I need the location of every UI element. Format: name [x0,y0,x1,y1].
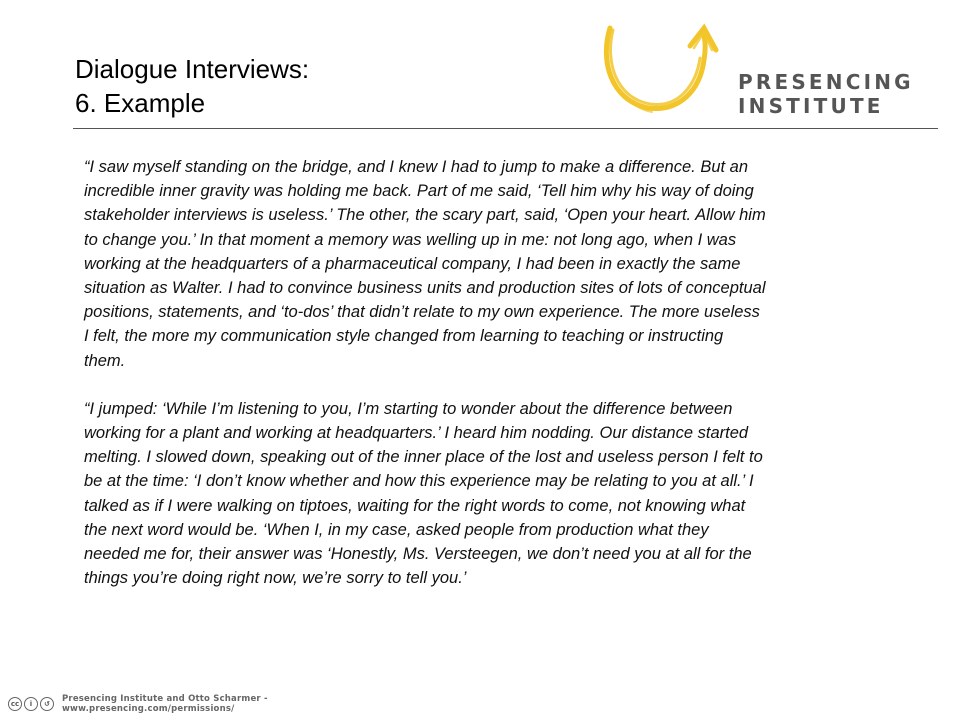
slide-title-line1: Dialogue Interviews: [75,54,310,84]
cc-icon: cc [8,697,22,711]
attribution-icon: i [24,697,38,711]
sharealike-icon: ↺ [40,697,54,711]
slide-title-line2: 6. Example [75,88,206,118]
presencing-institute-logo-text [738,70,914,118]
quote-body [84,155,914,614]
footer-credit-text: Presencing Institute and Otto Scharmer - www.presencing.com/permissions/ [62,694,268,714]
logo-line2: INSTITUTE [738,94,884,118]
license-footer [0,692,400,716]
presencing-arrow-logo-icon [600,20,735,120]
quote-paragraph-1: “I saw myself standing on the bridge, and I knew I had to jump to make a difference. But an incredible inner gravity was holding me back. Part of me said, ‘Tell him why his way of doing stakeholder interviews is useless.’ The other, the scary part, said, ‘Open your heart. Allow him to change you.’ In that moment a memory was welling up in me: not long ago, when I was working at the headquarters of a pharmaceutical company, I had been in exactly the same situation as Walter. I had to convince business units and production sites of lots of conceptual positions, statements, and ‘to-dos’ that didn’t relate to my own experience. The more useless I felt, the more my communication style changed from learning to teaching or instructing them. [84,158,766,370]
quote-paragraph-2: “I jumped: ‘While I’m listening to you, I’m starting to wonder about the difference between working for a plant and working at headquarters.’ I heard him nodding. Our distance started melting. I slowed down, speaking out of the inner place of the lost and useless person I felt to be at the time: ‘I don’t know whether and how this experience may be relating to you at all.’ I talked as if I were walking on tiptoes, waiting for the right words to come, not knowing what the next word would be. ‘When I, in my case, asked people from production what they needed me for, their answer was ‘Honestly, Ms. Versteegen, we don’t need you at all for the things you’re doing right now, we’re sorry to tell you.’ [84,399,763,588]
slide-title [75,52,309,120]
cc-license-icons [8,697,56,711]
logo-line1: PRESENCING [738,70,914,94]
title-divider [73,128,938,129]
